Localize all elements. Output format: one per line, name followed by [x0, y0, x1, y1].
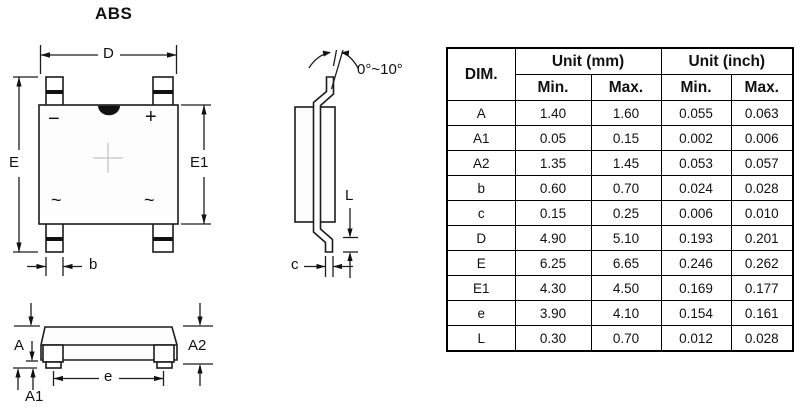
- dim-a2-label: A2: [188, 337, 207, 354]
- col-header-mm-max: Max.: [591, 75, 661, 101]
- package-title: ABS: [95, 4, 133, 23]
- polarity-minus-label: −: [48, 108, 60, 130]
- lead-right-front: [154, 345, 174, 362]
- value-cell: 3.90: [515, 301, 591, 326]
- lead-plating-bar: [153, 90, 173, 94]
- dim-symbol-cell: b: [447, 176, 515, 201]
- dim-symbol-cell: L: [447, 326, 515, 352]
- value-cell: 1.40: [515, 101, 591, 126]
- table-body: [447, 101, 793, 352]
- dim-e-pitch-label: e: [104, 368, 113, 385]
- lead-plating-bar: [46, 237, 63, 241]
- lead-angle-label: 0°~10°: [357, 61, 403, 78]
- dim-symbol-cell: A: [447, 101, 515, 126]
- value-cell: 0.05: [515, 126, 591, 151]
- value-cell: 0.70: [591, 326, 661, 352]
- table-row: [447, 101, 793, 126]
- dim-c-lines: [304, 256, 353, 277]
- dim-c-label: c: [291, 256, 299, 273]
- side-view-drawing: [295, 50, 358, 278]
- col-header-inch-min: Min.: [661, 75, 731, 101]
- dim-e1-label: E1: [190, 154, 209, 171]
- value-cell: 1.35: [515, 151, 591, 176]
- dim-l-lines: [343, 208, 358, 278]
- value-cell: 0.60: [515, 176, 591, 201]
- lead-left-foot: [46, 362, 61, 368]
- value-cell: 1.45: [591, 151, 661, 176]
- dim-a-label: A: [14, 337, 25, 354]
- ac-terminal-mark: ~: [51, 190, 62, 210]
- col-group-inch: Unit (inch): [661, 48, 793, 75]
- dim-d-label: D: [103, 45, 114, 62]
- value-cell: 0.70: [591, 176, 661, 201]
- table-row: [447, 326, 793, 352]
- table-row: [447, 251, 793, 276]
- value-cell: 0.201: [731, 226, 793, 251]
- value-cell: 4.90: [515, 226, 591, 251]
- dim-symbol-cell: c: [447, 201, 515, 226]
- value-cell: 0.30: [515, 326, 591, 352]
- value-cell: 0.246: [661, 251, 731, 276]
- dim-symbol-cell: e: [447, 301, 515, 326]
- bottom-view-drawing: [13, 303, 213, 390]
- col-group-mm: Unit (mm): [515, 48, 661, 75]
- value-cell: 0.002: [661, 126, 731, 151]
- table-row: [447, 151, 793, 176]
- value-cell: 0.169: [661, 276, 731, 301]
- value-cell: 5.10: [591, 226, 661, 251]
- table-row: [447, 276, 793, 301]
- value-cell: 0.193: [661, 226, 731, 251]
- polarity-plus-label: +: [145, 106, 157, 128]
- value-cell: 6.25: [515, 251, 591, 276]
- table-row: [447, 176, 793, 201]
- value-cell: 0.028: [731, 176, 793, 201]
- value-cell: 0.177: [731, 276, 793, 301]
- value-cell: 4.30: [515, 276, 591, 301]
- value-cell: 0.161: [731, 301, 793, 326]
- value-cell: 1.60: [591, 101, 661, 126]
- value-cell: 0.024: [661, 176, 731, 201]
- lead-plating-bar: [153, 237, 173, 241]
- value-cell: 0.006: [661, 201, 731, 226]
- value-cell: 4.50: [591, 276, 661, 301]
- ac-terminal-mark: ~: [144, 190, 155, 210]
- value-cell: 0.055: [661, 101, 731, 126]
- value-cell: 0.262: [731, 251, 793, 276]
- dim-symbol-cell: E1: [447, 276, 515, 301]
- lead-plating-bar: [46, 90, 63, 94]
- dimensions-table: [446, 47, 794, 352]
- dim-symbol-cell: E: [447, 251, 515, 276]
- lead-left-front: [43, 345, 63, 362]
- value-cell: 6.65: [591, 251, 661, 276]
- angle-annotation: [309, 50, 358, 89]
- lead-right-foot: [157, 362, 172, 368]
- dim-l-label: L: [345, 187, 354, 204]
- col-header-dim: DIM.: [447, 48, 515, 101]
- value-cell: 0.053: [661, 151, 731, 176]
- value-cell: 0.028: [731, 326, 793, 352]
- top-view-drawing: [13, 45, 211, 276]
- value-cell: 0.012: [661, 326, 731, 352]
- dim-e-label: E: [9, 154, 20, 171]
- dim-symbol-cell: A2: [447, 151, 515, 176]
- value-cell: 0.057: [731, 151, 793, 176]
- value-cell: 4.10: [591, 301, 661, 326]
- table-row: [447, 226, 793, 251]
- value-cell: 0.15: [591, 126, 661, 151]
- col-header-inch-max: Max.: [731, 75, 793, 101]
- table-row: [447, 201, 793, 226]
- dim-a1-label: A1: [25, 388, 44, 405]
- table-row: [447, 126, 793, 151]
- table-row: [447, 301, 793, 326]
- value-cell: 0.063: [731, 101, 793, 126]
- dim-symbol-cell: D: [447, 226, 515, 251]
- value-cell: 0.010: [731, 201, 793, 226]
- dim-a1-lines: [26, 341, 38, 390]
- value-cell: 0.25: [591, 201, 661, 226]
- dim-b-lines: [27, 257, 82, 276]
- value-cell: 0.006: [731, 126, 793, 151]
- value-cell: 0.15: [515, 201, 591, 226]
- col-header-mm-min: Min.: [515, 75, 591, 101]
- value-cell: 0.154: [661, 301, 731, 326]
- dim-symbol-cell: A1: [447, 126, 515, 151]
- dim-b-label: b: [89, 256, 98, 273]
